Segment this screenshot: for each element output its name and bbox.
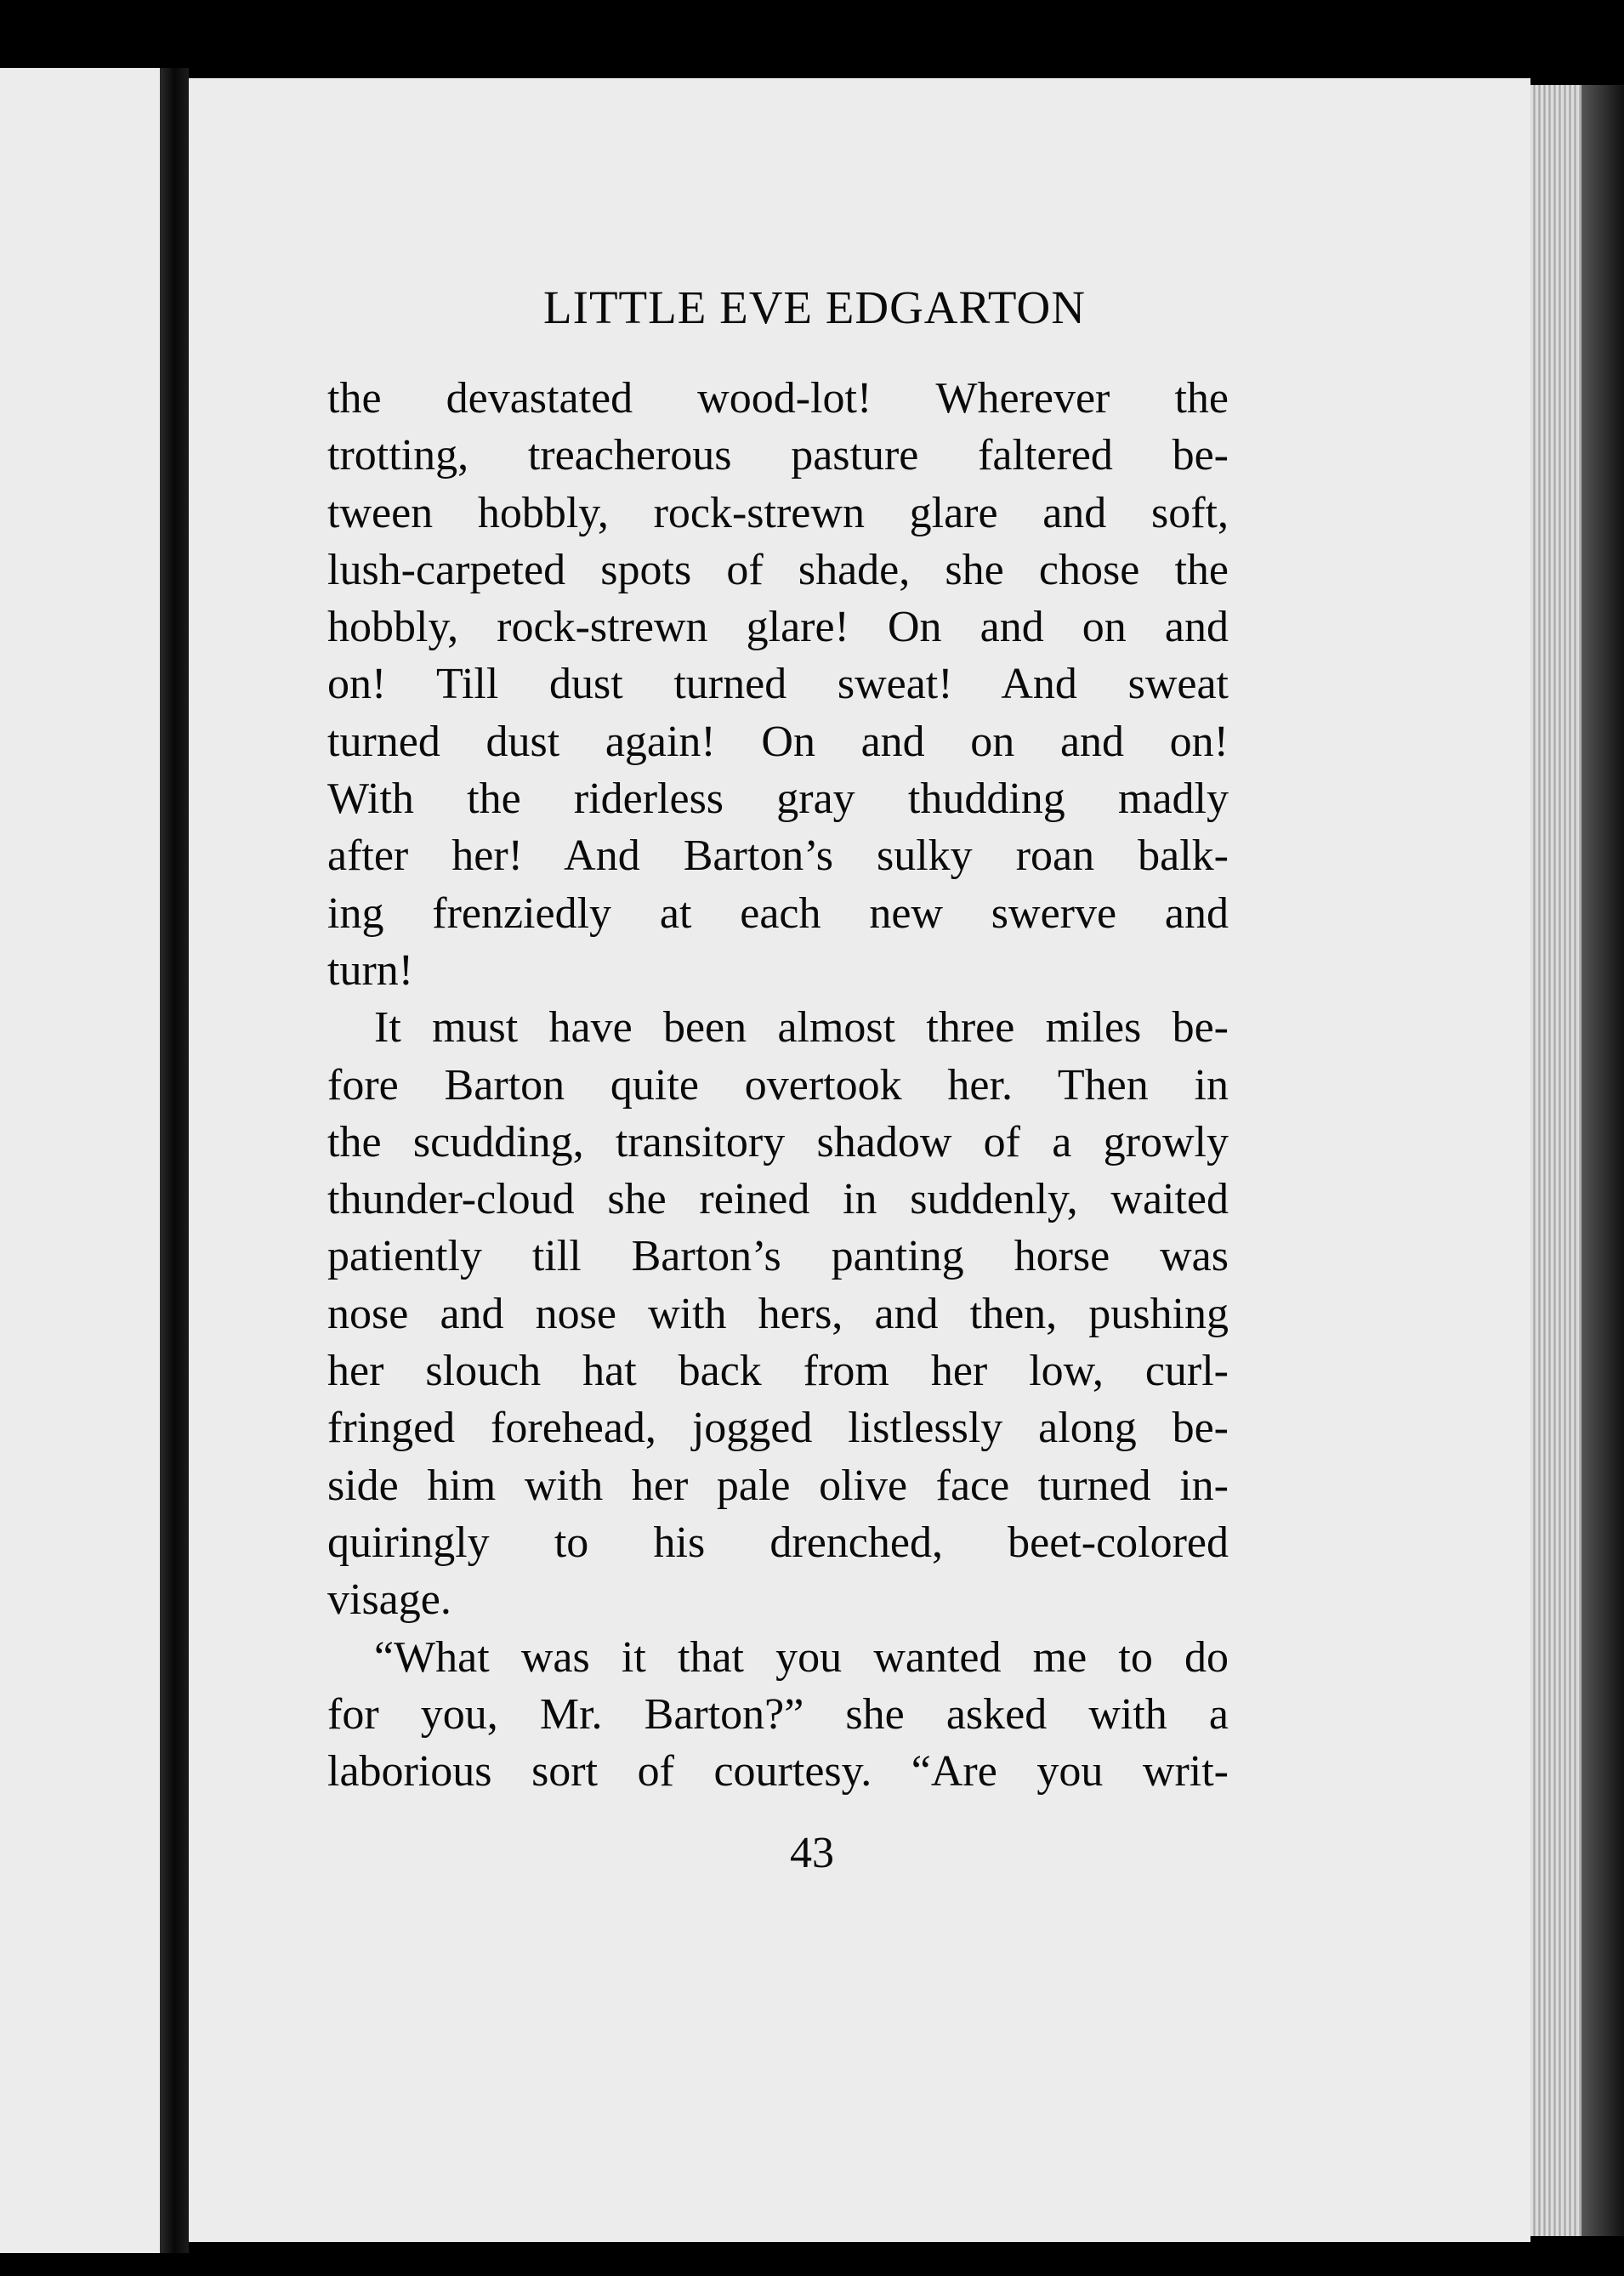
text-line: With the riderless gray thudding madly	[327, 775, 1229, 824]
text-line: nose and nose with hers, and then, pushing	[327, 1289, 1229, 1338]
text-line: fore Barton quite overtook her. Then in	[327, 1060, 1229, 1110]
paragraph	[327, 999, 1229, 1628]
running-head: LITTLE EVE EDGARTON	[543, 281, 1086, 333]
text-line: trotting, treacherous pasture faltered be-	[327, 431, 1229, 480]
text-line: thunder-cloud she reined in suddenly, waited	[327, 1175, 1229, 1224]
text-line: turn!	[327, 945, 414, 995]
left-page-edge	[0, 68, 170, 2253]
text-line: quiringly to his drenched, beet-colored	[327, 1518, 1229, 1567]
text-line: on! Till dust turned sweat! And sweat	[327, 660, 1229, 709]
text-line: tween hobbly, rock-strewn glare and soft,	[327, 488, 1229, 537]
text-line: fringed forehead, jogged listlessly along be-	[327, 1404, 1229, 1453]
text-line: for you, Mr. Barton?” she asked with a	[327, 1689, 1229, 1739]
book-gutter	[160, 68, 189, 2253]
text-line: turned dust again! On and on and on!	[327, 717, 1229, 766]
text-line: hobbly, rock-strewn glare! On and on and	[327, 603, 1229, 652]
text-line: It must have been almost three miles be-	[374, 1003, 1229, 1053]
paragraph	[327, 1629, 1229, 1801]
text-line: the devastated wood-lot! Wherever the	[327, 374, 1229, 423]
page-number: 43	[790, 1829, 834, 1877]
text-line: “What was it that you wanted me to do	[374, 1632, 1229, 1682]
paragraph	[327, 370, 1229, 999]
text-line: her slouch hat back from her low, curl-	[327, 1347, 1229, 1396]
edge-shadow	[1581, 85, 1624, 2236]
text-line: after her! And Barton’s sulky roan balk-	[327, 832, 1229, 881]
body-text	[327, 370, 1229, 1800]
page-edges	[1530, 85, 1581, 2236]
text-line: patiently till Barton’s panting horse was	[327, 1232, 1229, 1281]
text-line: the scudding, transitory shadow of a growly	[327, 1117, 1229, 1166]
text-line: laborious sort of courtesy. “Are you writ-	[327, 1747, 1229, 1796]
text-line: lush-carpeted spots of shade, she chose the	[327, 545, 1229, 594]
text-line: visage.	[327, 1575, 451, 1625]
text-line: side him with her pale olive face turned in-	[327, 1461, 1229, 1510]
text-line: ing frenziedly at each new swerve and	[327, 888, 1229, 938]
